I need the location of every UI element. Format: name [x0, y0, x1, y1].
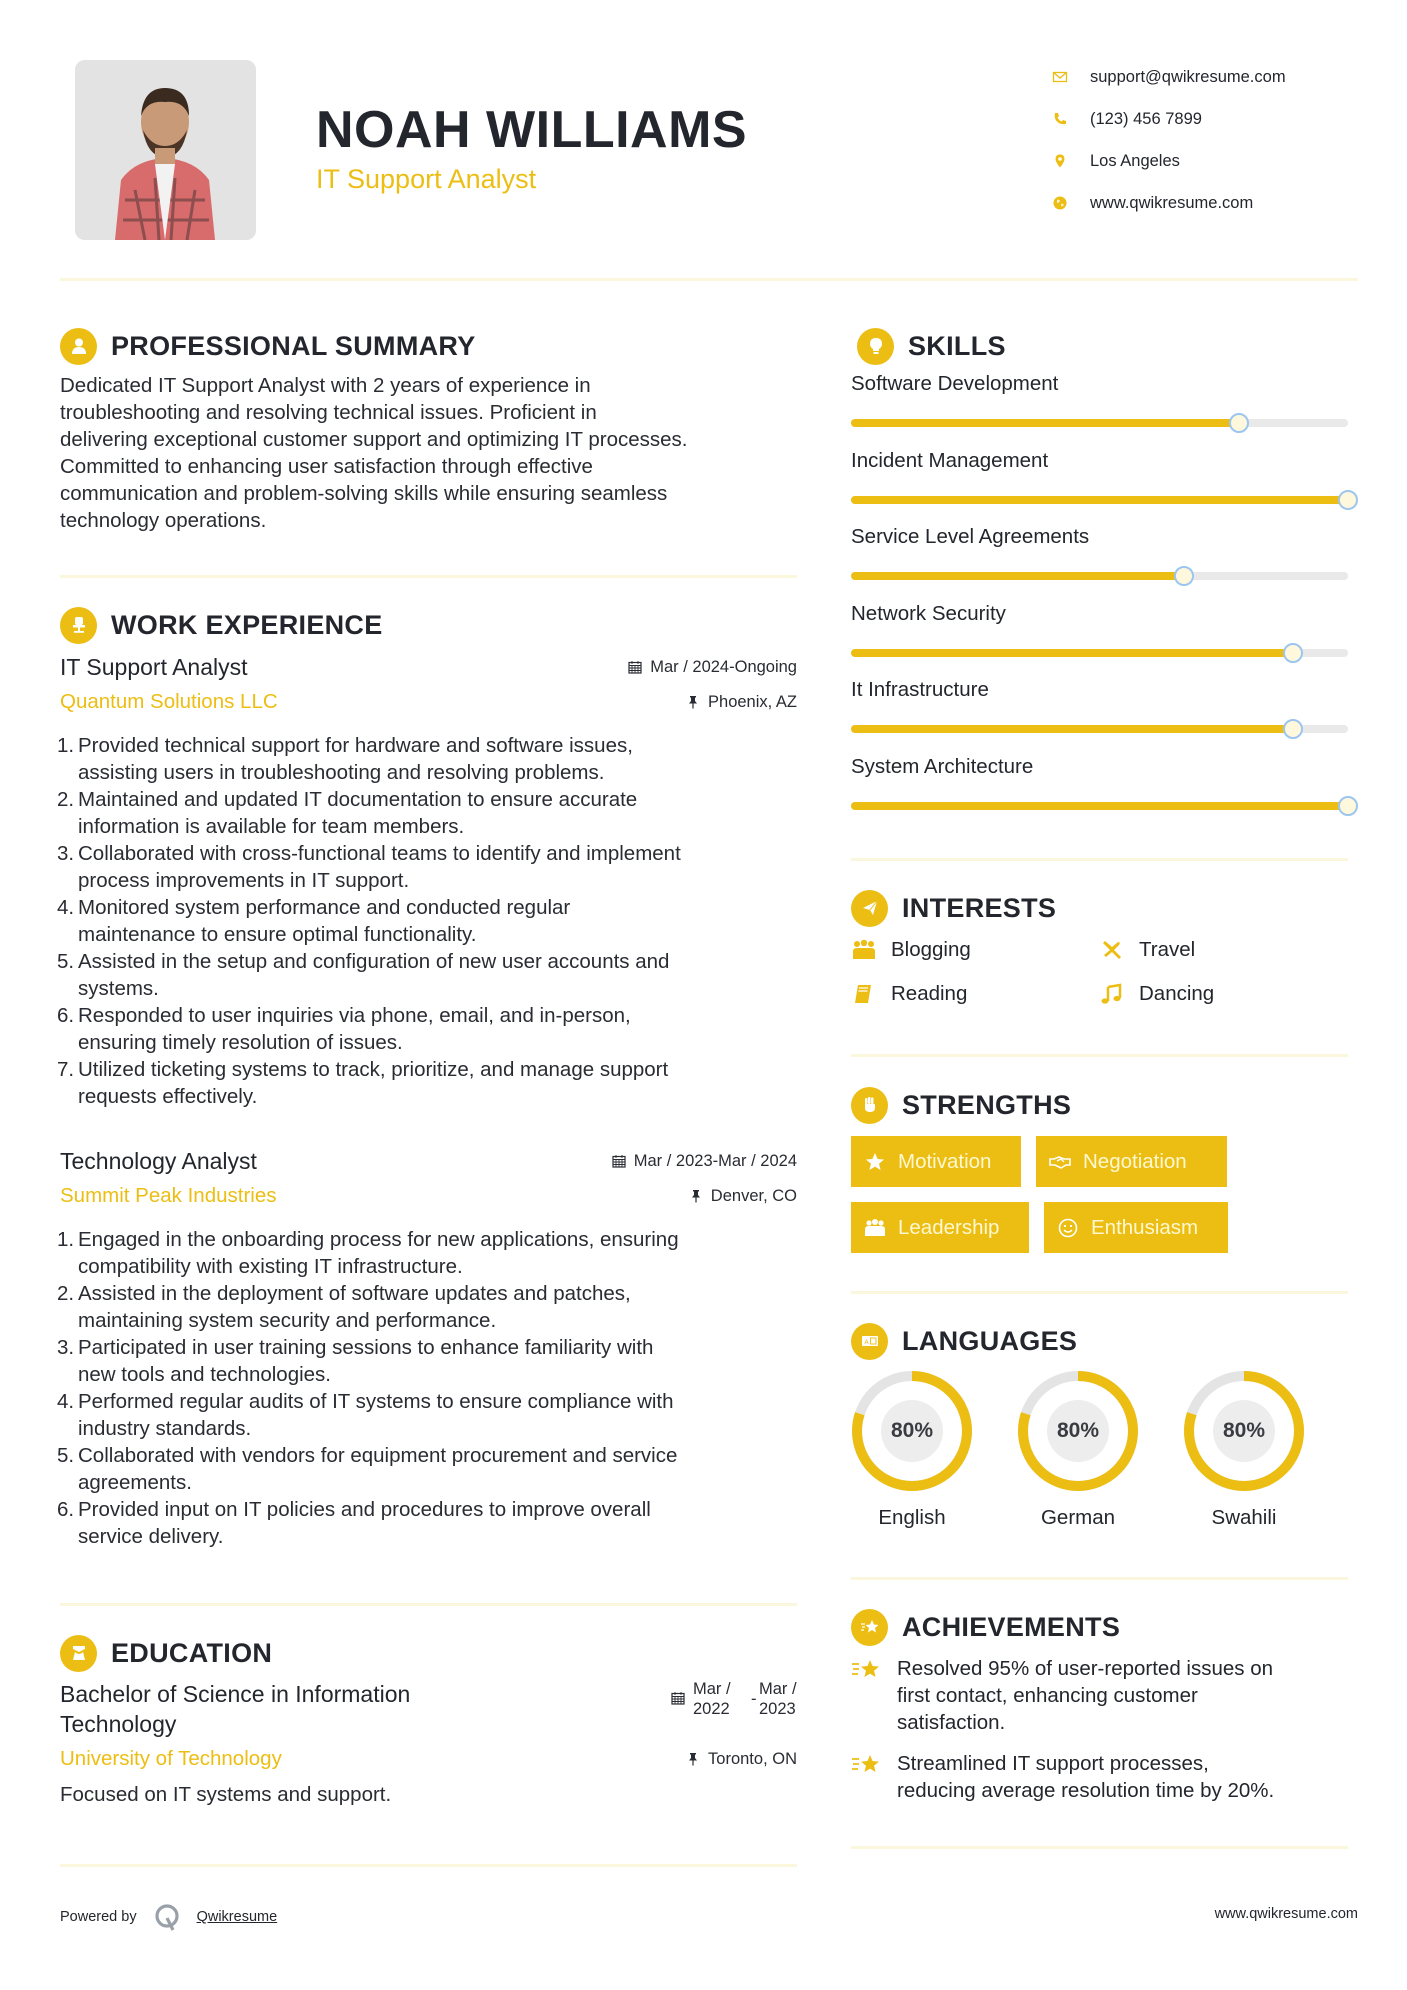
- education-location: Toronto, ON: [686, 1750, 797, 1769]
- education-divider: [60, 1864, 797, 1867]
- language-ring: [851, 1370, 973, 1492]
- job-location: [689, 1187, 797, 1206]
- school-name: University of Technology: [60, 1747, 282, 1770]
- job-location-text: Phoenix, AZ: [708, 692, 797, 711]
- duty-item: Provided input on IT policies and procedures to improve overall service delivery.: [78, 1498, 651, 1548]
- languages-title: LANGUAGES: [902, 1325, 1078, 1356]
- job-entry: [60, 652, 797, 1110]
- interest-label: Travel: [1139, 938, 1196, 961]
- interest-item: [1099, 972, 1348, 1016]
- contact-phone[interactable]: [1050, 98, 1370, 140]
- summary-text: [60, 372, 800, 534]
- envelope-icon: [1052, 69, 1068, 85]
- pushpin-icon: [686, 695, 700, 709]
- skill-knob: [1338, 490, 1358, 510]
- interests-heading: [851, 888, 1056, 928]
- contact-email-text: support@qwikresume.com: [1090, 67, 1286, 86]
- company-name: Quantum Solutions LLC: [60, 690, 278, 713]
- summary-line: delivering exceptional customer support and optimizing IT processes.: [60, 428, 688, 451]
- footer-powered-by: [60, 1902, 277, 1932]
- education-title: EDUCATION: [111, 1637, 273, 1668]
- strength-chip: Motivation: [851, 1136, 1021, 1187]
- footer-website[interactable]: www.qwikresume.com: [1214, 1906, 1358, 1922]
- skill-item: [851, 372, 1348, 449]
- strengths-title: STRENGTHS: [902, 1089, 1072, 1120]
- skill-label: It Infrastructure: [851, 678, 989, 701]
- languages-list: [851, 1370, 1358, 1530]
- language-percent: 80%: [890, 1419, 934, 1442]
- contact-location: [1050, 140, 1370, 182]
- skill-label: Incident Management: [851, 448, 1049, 472]
- interest-item: [1099, 928, 1348, 972]
- achievements-divider: [851, 1846, 1348, 1849]
- language-item: [851, 1370, 973, 1530]
- skills-list: [851, 372, 1348, 831]
- achievement-text: Streamlined IT support processes, reducing average resolution time by 20%.: [897, 1752, 1275, 1802]
- duty-item: Collaborated with cross-functional teams to identify and implement process improvements in IT support.: [78, 842, 681, 892]
- paper-plane-icon: [860, 898, 880, 918]
- summary-line: troubleshooting and resolving technical issues. Proficient in: [60, 401, 597, 424]
- degree-title: Bachelor of Science in Information Technology: [60, 1681, 411, 1737]
- language-ring: [1183, 1370, 1305, 1492]
- office-chair-icon: [69, 615, 89, 635]
- company-name: Summit Peak Industries: [60, 1184, 277, 1207]
- people-icon: [851, 939, 877, 961]
- skill-label: Software Development: [851, 372, 1059, 395]
- education-dates: Mar / 2022 - Mar / 2023: [671, 1679, 797, 1739]
- language-name: Swahili: [1211, 1506, 1277, 1529]
- job-location: [686, 693, 797, 712]
- calendar-icon: [671, 1691, 685, 1705]
- calendar-icon: [612, 1154, 626, 1168]
- experience-divider: [60, 1603, 797, 1606]
- skill-bar: [851, 572, 1348, 580]
- duties-list: [60, 732, 797, 1110]
- translate-icon: [860, 1331, 880, 1351]
- achievement-item: [851, 1750, 1358, 1804]
- job-location-text: Denver, CO: [710, 1186, 797, 1205]
- skill-bar: [851, 802, 1348, 810]
- qwikresume-logo-icon: [153, 1902, 183, 1932]
- language-name: German: [1040, 1506, 1116, 1529]
- skill-knob: [1174, 566, 1194, 586]
- skills-title: SKILLS: [908, 330, 1006, 361]
- duty-item: Collaborated with vendors for equipment procurement and service agreements.: [78, 1444, 678, 1494]
- contact-list: [1050, 56, 1370, 224]
- contact-location-text: Los Angeles: [1090, 151, 1180, 170]
- strength-chip: Leadership: [851, 1202, 1029, 1253]
- experience-title: WORK EXPERIENCE: [111, 609, 383, 640]
- skill-knob: [1229, 413, 1249, 433]
- summary-heading: [60, 326, 476, 366]
- duties-list: [60, 1226, 797, 1550]
- duty-item: Performed regular audits of IT systems to ensure compliance with industry standards.: [78, 1390, 674, 1440]
- skill-item: [851, 449, 1348, 526]
- job-title: Technology Analyst: [60, 1147, 257, 1174]
- lightbulb-badge: [857, 328, 894, 365]
- skill-bar: [851, 725, 1348, 733]
- education-entry: [60, 1679, 797, 1808]
- duty-item: Maintained and updated IT documentation to ensure accurate information is available for team members.: [78, 788, 638, 838]
- skill-label: System Architecture: [851, 754, 1034, 778]
- skill-bar: [851, 649, 1348, 657]
- contact-phone-text: (123) 456 7899: [1090, 109, 1202, 128]
- skill-label: Service Level Agreements: [851, 525, 1090, 548]
- summary-line: Committed to enhancing user satisfaction through effective: [60, 455, 593, 478]
- duty-item: Assisted in the setup and configuration of new user accounts and systems.: [78, 950, 670, 1000]
- phone-icon: [1052, 111, 1068, 127]
- duty-item: Monitored system performance and conducted regular maintenance to ensure optimal functionality.: [78, 896, 571, 946]
- experience-heading: [60, 605, 383, 645]
- interest-label: Blogging: [891, 938, 971, 961]
- skill-item: [851, 525, 1348, 602]
- svg-text:A: A: [864, 1339, 869, 1346]
- skills-divider: [851, 858, 1348, 861]
- language-percent: 80%: [1056, 1419, 1100, 1442]
- language-name: English: [878, 1506, 946, 1529]
- job-dates-text: Mar / 2023-Mar / 2024: [633, 1151, 797, 1170]
- shooting-star-icon: [860, 1617, 880, 1637]
- interests-title: INTERESTS: [902, 892, 1057, 923]
- language-ring: [1017, 1370, 1139, 1492]
- star-badge: [851, 1609, 888, 1646]
- chair-badge: [60, 607, 97, 644]
- education-heading: [60, 1633, 272, 1673]
- skill-bar: [851, 496, 1348, 504]
- summary-line: technology operations.: [60, 509, 267, 532]
- skill-bar: [851, 419, 1348, 427]
- summary-line: Dedicated IT Support Analyst with 2 years of experience in: [60, 374, 591, 397]
- strengths-heading: [851, 1085, 1071, 1125]
- candidate-name: NOAH WILLIAMS: [316, 101, 748, 159]
- user-badge: [60, 328, 97, 365]
- handshake-icon: [1049, 1151, 1071, 1173]
- contact-email[interactable]: [1050, 56, 1370, 98]
- qwikresume-link[interactable]: Qwikresume: [196, 1909, 278, 1925]
- achievement-text: Resolved 95% of user-reported issues on first contact, enhancing customer satisfaction.: [897, 1657, 1274, 1734]
- powered-by-label: Powered by: [60, 1909, 137, 1925]
- graduate-icon: [69, 1643, 89, 1663]
- strength-chip: Enthusiasm: [1044, 1202, 1228, 1253]
- languages-divider: [851, 1577, 1348, 1580]
- plane-icon: [1099, 939, 1125, 961]
- header-divider: [60, 278, 1358, 281]
- globe-icon: [1052, 195, 1068, 211]
- job-title: IT Support Analyst: [60, 653, 248, 680]
- job-dates: [628, 658, 797, 677]
- skill-knob: [1283, 643, 1303, 663]
- strengths-list: [851, 1136, 1358, 1253]
- language-item: [1017, 1370, 1139, 1530]
- skill-label: Network Security: [851, 601, 1006, 625]
- interests-divider: [851, 1054, 1348, 1057]
- skills-heading: [857, 326, 1006, 366]
- interests-grid: [851, 928, 1348, 1016]
- fist-badge: [851, 1087, 888, 1124]
- smiley-icon: [1057, 1217, 1079, 1239]
- language-percent: 80%: [1222, 1419, 1266, 1442]
- strength-chip: Negotiation: [1036, 1136, 1227, 1187]
- duty-item: Utilized ticketing systems to track, prioritize, and manage support requests effectively.: [78, 1058, 669, 1108]
- job-entry: [60, 1146, 797, 1550]
- group-icon: [864, 1217, 886, 1239]
- skill-item: [851, 602, 1348, 679]
- interest-label: Dancing: [1139, 982, 1215, 1005]
- paper-plane-badge: [851, 890, 888, 927]
- star-icon: [864, 1151, 886, 1173]
- languages-heading: [851, 1321, 1077, 1361]
- duty-item: Responded to user inquiries via phone, email, and in-person, ensuring timely resolution of issues.: [78, 1004, 631, 1054]
- profile-photo: [75, 60, 256, 240]
- summary-line: communication and problem-solving skills while ensuring seamless: [60, 482, 668, 505]
- skill-knob: [1283, 719, 1303, 739]
- summary-divider: [60, 575, 797, 578]
- achievements-heading: [851, 1607, 1120, 1647]
- person-photo-icon: [75, 60, 256, 240]
- book-icon: [851, 983, 877, 1005]
- interest-label: Reading: [891, 982, 968, 1005]
- education-description: Focused on IT systems and support.: [60, 1783, 392, 1806]
- duty-item: Assisted in the deployment of software updates and patches, maintaining system security and performance.: [78, 1282, 631, 1332]
- calendar-icon: [628, 660, 642, 674]
- user-icon: [69, 336, 89, 356]
- translate-badge: [851, 1323, 888, 1360]
- skill-item: [851, 678, 1348, 755]
- contact-website[interactable]: [1050, 182, 1370, 224]
- skill-item: [851, 755, 1348, 832]
- job-dates: [612, 1152, 797, 1171]
- candidate-title: IT Support Analyst: [316, 164, 537, 194]
- achievements-title: ACHIEVEMENTS: [902, 1611, 1121, 1642]
- skill-knob: [1338, 796, 1358, 816]
- raised-fist-icon: [860, 1095, 880, 1115]
- pushpin-icon: [689, 1189, 703, 1203]
- contact-website-text: www.qwikresume.com: [1090, 193, 1254, 212]
- language-item: [1183, 1370, 1305, 1530]
- achievements-list: [851, 1655, 1358, 1818]
- shooting-star-icon: [851, 1752, 881, 1778]
- lightbulb-icon: [866, 336, 886, 356]
- duty-item: Engaged in the onboarding process for new applications, ensuring compatibility with existing IT infrastructure.: [78, 1228, 679, 1278]
- map-pin-icon: [1052, 153, 1068, 169]
- duty-item: Participated in user training sessions to enhance familiarity with new tools and technologies.: [78, 1336, 654, 1386]
- music-note-icon: [1099, 983, 1125, 1005]
- duty-item: Provided technical support for hardware and software issues, assisting users in troubleshooting and resolving problems.: [78, 734, 633, 784]
- graduate-badge: [60, 1635, 97, 1672]
- achievement-item: [851, 1655, 1358, 1736]
- shooting-star-icon: [851, 1657, 881, 1683]
- summary-title: PROFESSIONAL SUMMARY: [111, 330, 476, 361]
- interest-item: [851, 928, 1099, 972]
- pushpin-icon: [686, 1752, 700, 1766]
- interest-item: [851, 972, 1099, 1016]
- strengths-divider: [851, 1291, 1348, 1294]
- job-dates-text: Mar / 2024-Ongoing: [650, 657, 797, 676]
